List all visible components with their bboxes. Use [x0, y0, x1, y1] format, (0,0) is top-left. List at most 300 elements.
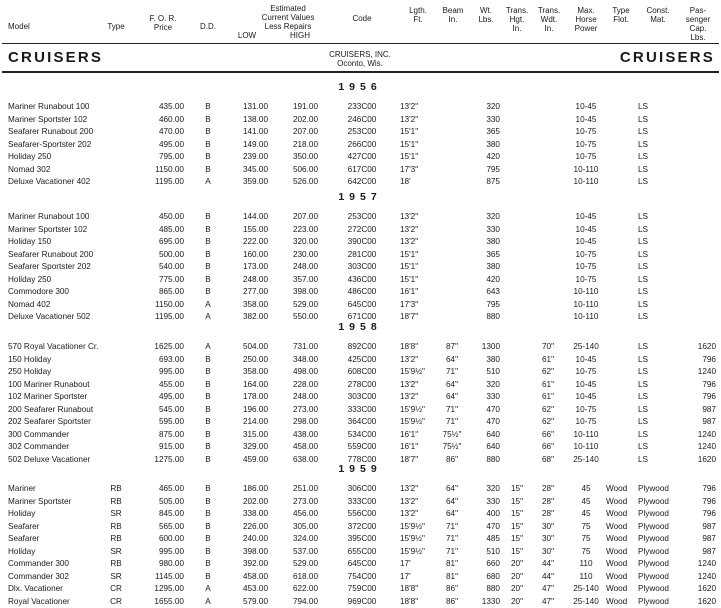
cell-trans-wdt: 30": [541, 534, 554, 543]
table-row: [0, 261, 721, 273]
cell-low: 155.00: [242, 224, 268, 234]
header-type: Type: [107, 22, 125, 31]
cell-price: 1195.00: [155, 312, 184, 321]
cell-trans-hgt: 15": [510, 521, 523, 531]
cell-length: 18'8": [400, 342, 419, 351]
cell-max-hp: 10-110: [573, 429, 599, 439]
cell-length: 15'9½": [400, 417, 425, 426]
header-dd: D.D.: [200, 22, 216, 31]
cell-code: 556C00: [347, 509, 377, 518]
cell-code: 281C00: [347, 249, 377, 259]
cell-const: LS: [638, 177, 649, 186]
table-row: [0, 583, 721, 595]
cell-model: Deluxe Vacationer 402: [8, 177, 91, 186]
cell-const: LS: [638, 392, 649, 401]
cell-dd: B: [205, 442, 211, 451]
cell-beam: 71": [445, 534, 458, 543]
cell-weight: 880: [486, 584, 500, 593]
table-row: [0, 521, 721, 533]
cell-const: LS: [638, 102, 649, 111]
cell-dd: B: [205, 559, 211, 568]
cell-weight: 470: [486, 521, 500, 531]
cell-dd: B: [205, 212, 211, 221]
cell-beam: 64": [445, 509, 458, 518]
cell-high: 273.00: [292, 496, 318, 506]
cell-price: 775.00: [158, 274, 184, 284]
table-row: [0, 151, 721, 163]
cell-const: LS: [638, 262, 649, 271]
cell-dd: B: [205, 152, 211, 161]
cell-const: LS: [638, 249, 649, 259]
cell-pass: 987: [702, 521, 716, 531]
cell-dd: B: [205, 496, 211, 506]
cell-high: 251.00: [292, 484, 318, 493]
cell-pass: 1620: [697, 342, 716, 351]
cell-max-hp: 10-45: [575, 114, 597, 124]
cell-const: LS: [638, 429, 649, 439]
cell-beam: 81": [445, 571, 458, 581]
cell-length: 15'9½": [400, 404, 425, 414]
cell-length: 18'7": [400, 454, 419, 464]
cell-high: 207.00: [292, 212, 318, 221]
cell-type: RB: [110, 496, 122, 506]
cell-trans-wdt: 28": [541, 496, 554, 506]
cell-beam: 81": [445, 559, 458, 568]
cell-length: 13'2": [400, 237, 419, 246]
cell-weight: 795: [486, 299, 500, 309]
cell-high: 218.00: [292, 139, 318, 149]
cell-trans-wdt: 44": [541, 571, 554, 581]
cell-max-hp: 10-75: [575, 152, 597, 161]
header-type-flot: Type Flot.: [612, 6, 630, 24]
table-row: [0, 404, 721, 416]
header-passenger: Pas- senger Cap. Lbs.: [685, 6, 711, 42]
table-row: [0, 416, 721, 428]
cell-max-hp: 110: [579, 559, 593, 568]
cell-price: 435.00: [158, 102, 184, 111]
cell-code: 233C00: [347, 102, 377, 111]
cell-code: 645C00: [347, 559, 377, 568]
cell-code: 754C00: [347, 571, 377, 581]
cell-beam: 86": [445, 454, 458, 464]
cell-pass: 987: [702, 534, 716, 543]
year-heading: 1956: [338, 81, 382, 93]
cell-trans-wdt: 66": [541, 429, 554, 439]
cell-high: 458.00: [292, 442, 318, 451]
cell-low: 144.00: [242, 212, 268, 221]
cell-max-hp: 75: [581, 521, 591, 531]
table-row: [0, 391, 721, 403]
cell-code: 642C00: [347, 177, 377, 186]
header-weight: Wt. Lbs.: [478, 6, 494, 24]
cell-low: 338.00: [242, 509, 268, 518]
cell-price: 980.00: [158, 559, 184, 568]
cell-low: 392.00: [242, 559, 268, 568]
cell-low: 398.00: [242, 546, 268, 556]
cell-dd: B: [205, 274, 211, 284]
cell-price: 845.00: [158, 509, 184, 518]
cell-pass: 1240: [697, 367, 716, 376]
cell-const: Plywood: [638, 559, 669, 568]
table-row: [0, 596, 721, 608]
table-row: [0, 341, 721, 353]
cell-trans-wdt: 62": [541, 367, 554, 376]
cell-code: 395C00: [347, 534, 377, 543]
table-row: [0, 496, 721, 508]
table-row: [0, 236, 721, 248]
cell-weight: 330: [486, 114, 500, 124]
header-beam: Beam In.: [442, 6, 464, 24]
cell-model: 200 Seafarer Runabout: [8, 404, 94, 414]
header-const-mat: Const. Mat.: [646, 6, 670, 24]
cell-trans-hgt: 20": [510, 596, 523, 606]
cell-low: 382.00: [242, 312, 268, 321]
cell-flot: Wood: [606, 559, 628, 568]
cell-price: 505.00: [158, 496, 184, 506]
cell-weight: 510: [486, 367, 500, 376]
cell-code: 246C00: [347, 114, 377, 124]
cell-length: 13'2": [400, 379, 419, 389]
cell-code: 272C00: [347, 224, 377, 234]
cell-low: 173.00: [242, 262, 268, 271]
cell-low: 202.00: [242, 496, 268, 506]
cell-pass: 1620: [697, 584, 716, 593]
cell-const: LS: [638, 367, 649, 376]
cell-model: Seafarer Runabout 200: [8, 249, 94, 259]
cell-low: 358.00: [242, 299, 268, 309]
cell-price: 1655.00: [154, 596, 184, 606]
cell-price: 1295.00: [154, 584, 184, 593]
cell-high: 731.00: [292, 342, 318, 351]
cell-price: 600.00: [158, 534, 184, 543]
cell-high: 618.00: [292, 571, 318, 581]
cell-model: Commander 302: [8, 571, 69, 581]
cell-trans-wdt: 68": [541, 454, 554, 464]
cell-const: LS: [638, 312, 649, 321]
cell-beam: 64": [445, 354, 458, 364]
cell-length: 15'1": [400, 127, 419, 136]
cell-low: 186.00: [242, 484, 268, 493]
cell-model: 100 Mariner Runabout: [8, 379, 90, 389]
cell-pass: 1620: [697, 454, 716, 464]
cell-pass: 796: [702, 484, 716, 493]
cell-low: 358.00: [242, 367, 268, 376]
cell-type: CR: [110, 596, 122, 606]
cell-model: Seafarer-Sportster 202: [8, 139, 92, 149]
cell-length: 15'1": [400, 262, 419, 271]
cell-price: 795.00: [158, 152, 184, 161]
cell-low: 504.00: [242, 342, 268, 351]
cell-length: 17'3": [400, 299, 419, 309]
cell-high: 537.00: [292, 546, 318, 556]
year-heading: 1959: [338, 463, 382, 475]
cell-beam: 64": [445, 392, 458, 401]
cell-max-hp: 10-110: [573, 312, 599, 321]
cell-type: CR: [110, 584, 122, 593]
cell-model: Seafarer Sportster 202: [8, 262, 91, 271]
cell-code: 364C00: [347, 417, 377, 426]
cell-max-hp: 45: [581, 496, 591, 506]
cell-dd: A: [205, 596, 211, 606]
cell-const: LS: [638, 354, 649, 364]
cell-price: 595.00: [158, 417, 184, 426]
cell-trans-hgt: 15": [510, 484, 523, 493]
cell-code: 608C00: [347, 367, 377, 376]
cell-code: 436C00: [347, 274, 377, 284]
table-row: [0, 211, 721, 223]
cell-code: 333C00: [347, 404, 377, 414]
cell-price: 470.00: [158, 127, 184, 136]
cell-price: 1150.00: [155, 164, 184, 174]
cell-high: 506.00: [292, 164, 318, 174]
cell-high: 529.00: [292, 559, 318, 568]
cell-weight: 640: [486, 429, 500, 439]
cell-flot: Wood: [606, 546, 628, 556]
cell-dd: B: [205, 417, 211, 426]
header-trans-hgt: Trans. Hgt. In.: [505, 6, 529, 33]
cell-length: 13'2": [400, 484, 419, 493]
cell-pass: 987: [702, 417, 716, 426]
cell-low: 453.00: [242, 584, 268, 593]
cell-high: 305.00: [292, 521, 318, 531]
table-row: [0, 558, 721, 570]
cell-price: 500.00: [158, 249, 184, 259]
cell-weight: 470: [486, 417, 500, 426]
cell-low: 239.00: [242, 152, 268, 161]
cell-code: 534C00: [347, 429, 377, 439]
cell-max-hp: 25-140: [573, 454, 599, 464]
cell-weight: 420: [486, 274, 500, 284]
cell-dd: A: [205, 299, 211, 309]
cell-weight: 380: [486, 262, 500, 271]
cell-trans-wdt: 47": [541, 584, 554, 593]
cell-model: Mariner Runabout 100: [8, 212, 90, 221]
cell-trans-wdt: 47": [541, 596, 554, 606]
table-row: [0, 101, 721, 113]
cell-code: 655C00: [347, 546, 377, 556]
cell-model: 300 Commander: [8, 429, 69, 439]
cell-dd: B: [205, 127, 211, 136]
cell-max-hp: 10-110: [573, 164, 599, 174]
cell-weight: 643: [486, 287, 500, 296]
cell-code: 486C00: [347, 287, 377, 296]
column-header: [0, 0, 721, 44]
cell-model: Seafarer: [8, 521, 40, 531]
cell-length: 18': [400, 177, 411, 186]
cell-high: 348.00: [292, 354, 318, 364]
cell-max-hp: 10-110: [573, 299, 599, 309]
cell-const: Plywood: [638, 571, 669, 581]
cell-trans-wdt: 61": [541, 392, 554, 401]
cell-max-hp: 10-45: [575, 379, 597, 389]
cell-high: 191.00: [292, 102, 318, 111]
cell-dd: B: [205, 367, 211, 376]
cell-dd: B: [205, 546, 211, 556]
cell-weight: 365: [486, 127, 500, 136]
cell-type: SR: [110, 546, 122, 556]
cell-beam: 71": [445, 521, 458, 531]
table-row: [0, 176, 721, 188]
cell-const: Plywood: [638, 596, 669, 606]
cell-length: 15'9½": [400, 367, 425, 376]
cell-dd: B: [205, 114, 211, 124]
cell-code: 645C00: [347, 299, 377, 309]
cell-weight: 365: [486, 249, 500, 259]
cell-beam: 64": [445, 484, 458, 493]
cell-length: 18'8": [400, 584, 419, 593]
cell-length: 13'2": [400, 354, 419, 364]
cell-length: 13'2": [400, 114, 419, 124]
cell-model: Mariner Runabout 100: [8, 102, 90, 111]
header-max-hp: Max. Horse Power: [574, 6, 598, 33]
cell-dd: B: [205, 404, 211, 414]
cell-max-hp: 45: [581, 484, 591, 493]
cell-weight: 330: [486, 224, 500, 234]
cell-code: 266C00: [347, 139, 377, 149]
cell-weight: 320: [486, 484, 500, 493]
cell-model: Holiday 250: [8, 152, 52, 161]
cell-code: 306C00: [347, 484, 377, 493]
cell-type: RB: [110, 521, 122, 531]
cell-price: 1625.00: [154, 342, 184, 351]
cell-max-hp: 25-140: [573, 596, 599, 606]
cell-dd: B: [205, 484, 211, 493]
cell-weight: 1300: [481, 342, 500, 351]
cell-model: Holiday 250: [8, 274, 52, 284]
brand-right: CRUISERS: [619, 49, 715, 66]
cell-low: 250.00: [242, 354, 268, 364]
cell-max-hp: 10-110: [573, 442, 599, 451]
cell-length: 17': [400, 559, 411, 568]
cell-high: 498.00: [292, 367, 318, 376]
cell-price: 495.00: [158, 392, 184, 401]
table-row: [0, 366, 721, 378]
cell-weight: 875: [486, 177, 500, 186]
cell-const: LS: [638, 342, 649, 351]
cell-dd: B: [205, 164, 211, 174]
cell-weight: 330: [486, 496, 500, 506]
cell-const: LS: [638, 212, 649, 221]
cell-type: RB: [110, 559, 122, 568]
cell-high: 298.00: [292, 417, 318, 426]
header-length: Lgth. Ft.: [409, 6, 427, 24]
cell-high: 248.00: [292, 392, 318, 401]
cell-code: 425C00: [347, 354, 377, 364]
cell-low: 345.00: [242, 164, 268, 174]
cell-model: 150 Holiday: [8, 354, 52, 364]
cell-max-hp: 10-75: [575, 417, 597, 426]
cell-dd: B: [205, 287, 211, 296]
cell-trans-wdt: 62": [541, 417, 554, 426]
cell-model: Royal Vacationer: [8, 596, 70, 606]
cell-trans-hgt: 15": [510, 496, 523, 506]
cell-high: 324.00: [292, 534, 318, 543]
cell-dd: B: [205, 139, 211, 149]
cell-model: 102 Mariner Sportster: [8, 392, 88, 401]
cell-low: 149.00: [242, 139, 268, 149]
table-row: [0, 139, 721, 151]
cell-max-hp: 10-75: [575, 249, 597, 259]
cell-weight: 420: [486, 152, 500, 161]
cell-weight: 640: [486, 442, 500, 451]
cell-weight: 330: [486, 392, 500, 401]
cell-price: 1145.00: [155, 571, 184, 581]
table-row: [0, 286, 721, 298]
cell-code: 333C00: [347, 496, 377, 506]
cell-max-hp: 10-75: [575, 404, 597, 414]
cell-code: 559C00: [347, 442, 377, 451]
cell-max-hp: 10-45: [575, 102, 597, 111]
cell-weight: 470: [486, 404, 500, 414]
cell-dd: B: [205, 509, 211, 518]
cell-max-hp: 10-75: [575, 139, 597, 149]
cell-high: 273.00: [292, 404, 318, 414]
header-low: LOW: [237, 31, 257, 40]
cell-const: LS: [638, 299, 649, 309]
cell-low: 164.00: [242, 379, 268, 389]
cell-dd: B: [205, 534, 211, 543]
cell-const: LS: [638, 127, 649, 136]
cell-max-hp: 10-75: [575, 274, 597, 284]
header-estimated-values: Estimated Current Values Less Repairs: [261, 4, 315, 31]
cell-price: 995.00: [158, 367, 184, 376]
cell-weight: 320: [486, 379, 500, 389]
cell-const: LS: [638, 274, 649, 284]
cell-length: 13'2": [400, 496, 419, 506]
cell-pass: 796: [702, 496, 716, 506]
cell-model: Mariner Sportster 102: [8, 114, 88, 124]
cell-weight: 400: [486, 509, 500, 518]
cell-model: Deluxe Vacationer 502: [8, 312, 91, 321]
cell-pass: 796: [702, 379, 716, 389]
cell-type: RB: [110, 534, 122, 543]
cell-trans-wdt: 62": [541, 404, 554, 414]
cell-pass: 1240: [697, 429, 716, 439]
cell-low: 138.00: [242, 114, 268, 124]
cell-length: 15'1": [400, 152, 419, 161]
cell-code: 427C00: [347, 152, 377, 161]
cell-dd: B: [205, 392, 211, 401]
cell-weight: 380: [486, 139, 500, 149]
cell-dd: A: [205, 177, 211, 186]
cell-code: 969C00: [347, 596, 377, 606]
cell-model: 202 Seafarer Sportster: [8, 417, 91, 426]
cell-code: 253C00: [347, 127, 377, 136]
cell-model: Mariner Sportster: [8, 496, 72, 506]
table-row: [0, 571, 721, 583]
cell-model: Mariner Sportster 102: [8, 224, 88, 234]
cell-const: Plywood: [638, 496, 669, 506]
cell-dd: B: [205, 454, 211, 464]
cell-low: 277.00: [242, 287, 268, 296]
cell-length: 13'2": [400, 224, 419, 234]
cell-const: Plywood: [638, 546, 669, 556]
cell-length: 13'2": [400, 509, 419, 518]
cell-price: 875.00: [158, 429, 184, 439]
cell-trans-hgt: 20": [510, 559, 523, 568]
cell-beam: 64": [445, 379, 458, 389]
cell-pass: 1240: [697, 442, 716, 451]
table-row: [0, 533, 721, 545]
cell-beam: 64": [445, 496, 458, 506]
cell-const: LS: [638, 114, 649, 124]
cell-dd: B: [205, 237, 211, 246]
cell-length: 15'9½": [400, 546, 425, 556]
cell-low: 160.00: [242, 249, 268, 259]
table-row: [0, 508, 721, 520]
cell-trans-wdt: 66": [541, 442, 554, 451]
cell-dd: B: [205, 224, 211, 234]
